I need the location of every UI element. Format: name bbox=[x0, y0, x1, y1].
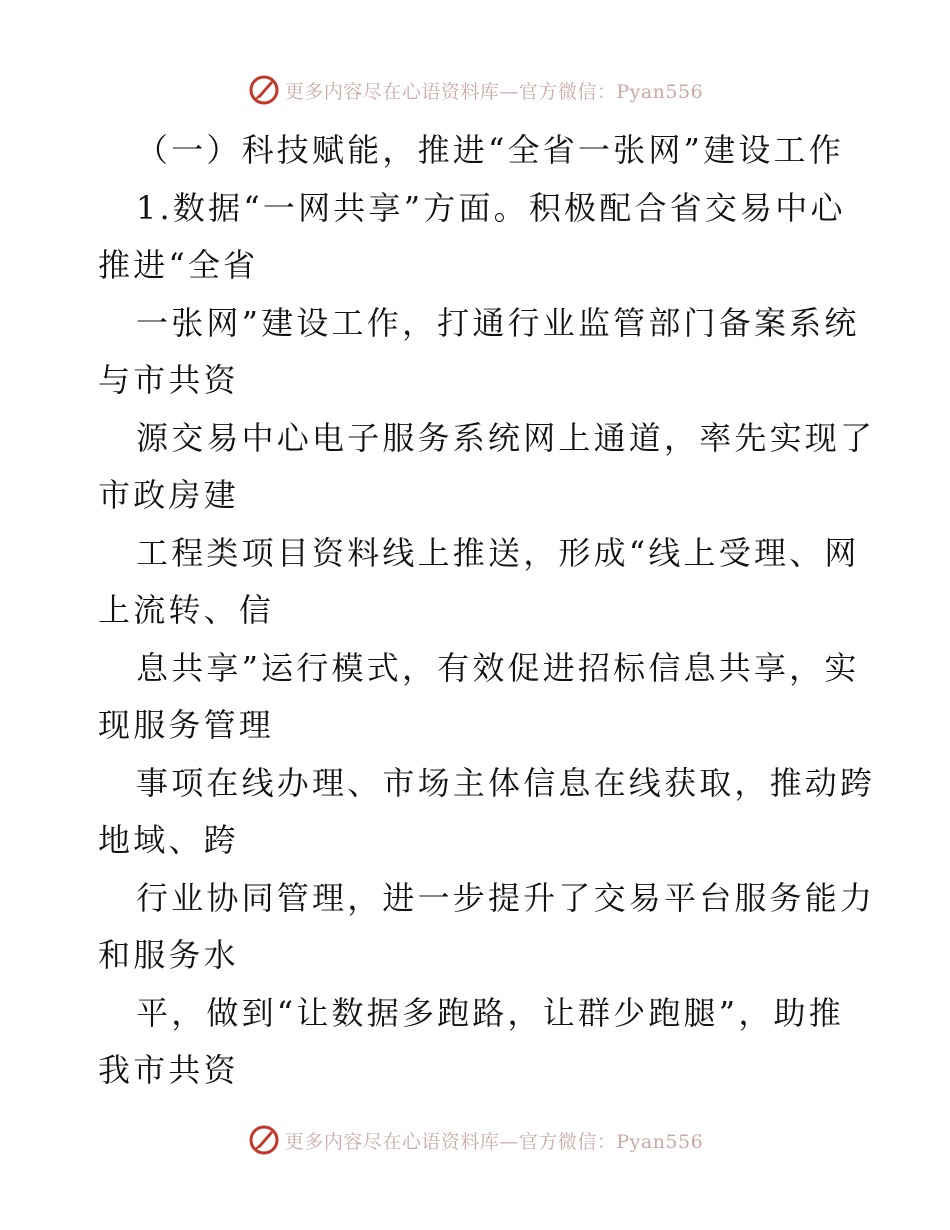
header-watermark bbox=[0, 70, 950, 110]
text-line: 地域、跨 bbox=[98, 821, 239, 859]
footer-watermark bbox=[0, 1120, 950, 1160]
quill-logo-icon bbox=[247, 73, 281, 107]
watermark-text: 更多内容尽在心语资料库—官方微信：Pyan556 bbox=[284, 80, 704, 103]
text-line: 现服务管理 bbox=[98, 706, 275, 744]
text-line: 息共享”运行模式，有效促进招标信息共享，实 bbox=[136, 648, 860, 687]
text-line: 推进“全省 bbox=[98, 246, 259, 284]
text-line: 一张网”建设工作，打通行业监管部门备案系统 bbox=[136, 303, 860, 342]
quill-logo-icon bbox=[247, 1123, 281, 1157]
text-line: 工程类项目资料线上推送，形成“线上受理、网 bbox=[136, 533, 860, 572]
text-line: 与市共资 bbox=[98, 361, 239, 399]
watermark-text: 更多内容尽在心语资料库—官方微信：Pyan556 bbox=[284, 1130, 704, 1153]
text-line: 1.数据“一网共享”方面。积极配合省交易中心 bbox=[136, 188, 846, 227]
text-line: 市政房建 bbox=[98, 476, 239, 514]
text-line: 平，做到“让数据多跑路，让群少跑腿”，助推 bbox=[136, 993, 844, 1032]
text-line: 事项在线办理、市场主体信息在线获取，推动跨 bbox=[136, 763, 876, 802]
text-line: 上流转、信 bbox=[98, 591, 275, 629]
text-line: 源交易中心电子服务系统网上通道，率先实现了 bbox=[136, 418, 876, 457]
section-heading: （一）科技赋能，推进“全省一张网”建设工作 bbox=[136, 131, 844, 169]
document-body bbox=[98, 122, 876, 1100]
text-line: 和服务水 bbox=[98, 936, 239, 974]
text-line: 我市共资 bbox=[98, 1051, 239, 1089]
text-line: 行业协同管理，进一步提升了交易平台服务能力 bbox=[136, 878, 876, 917]
